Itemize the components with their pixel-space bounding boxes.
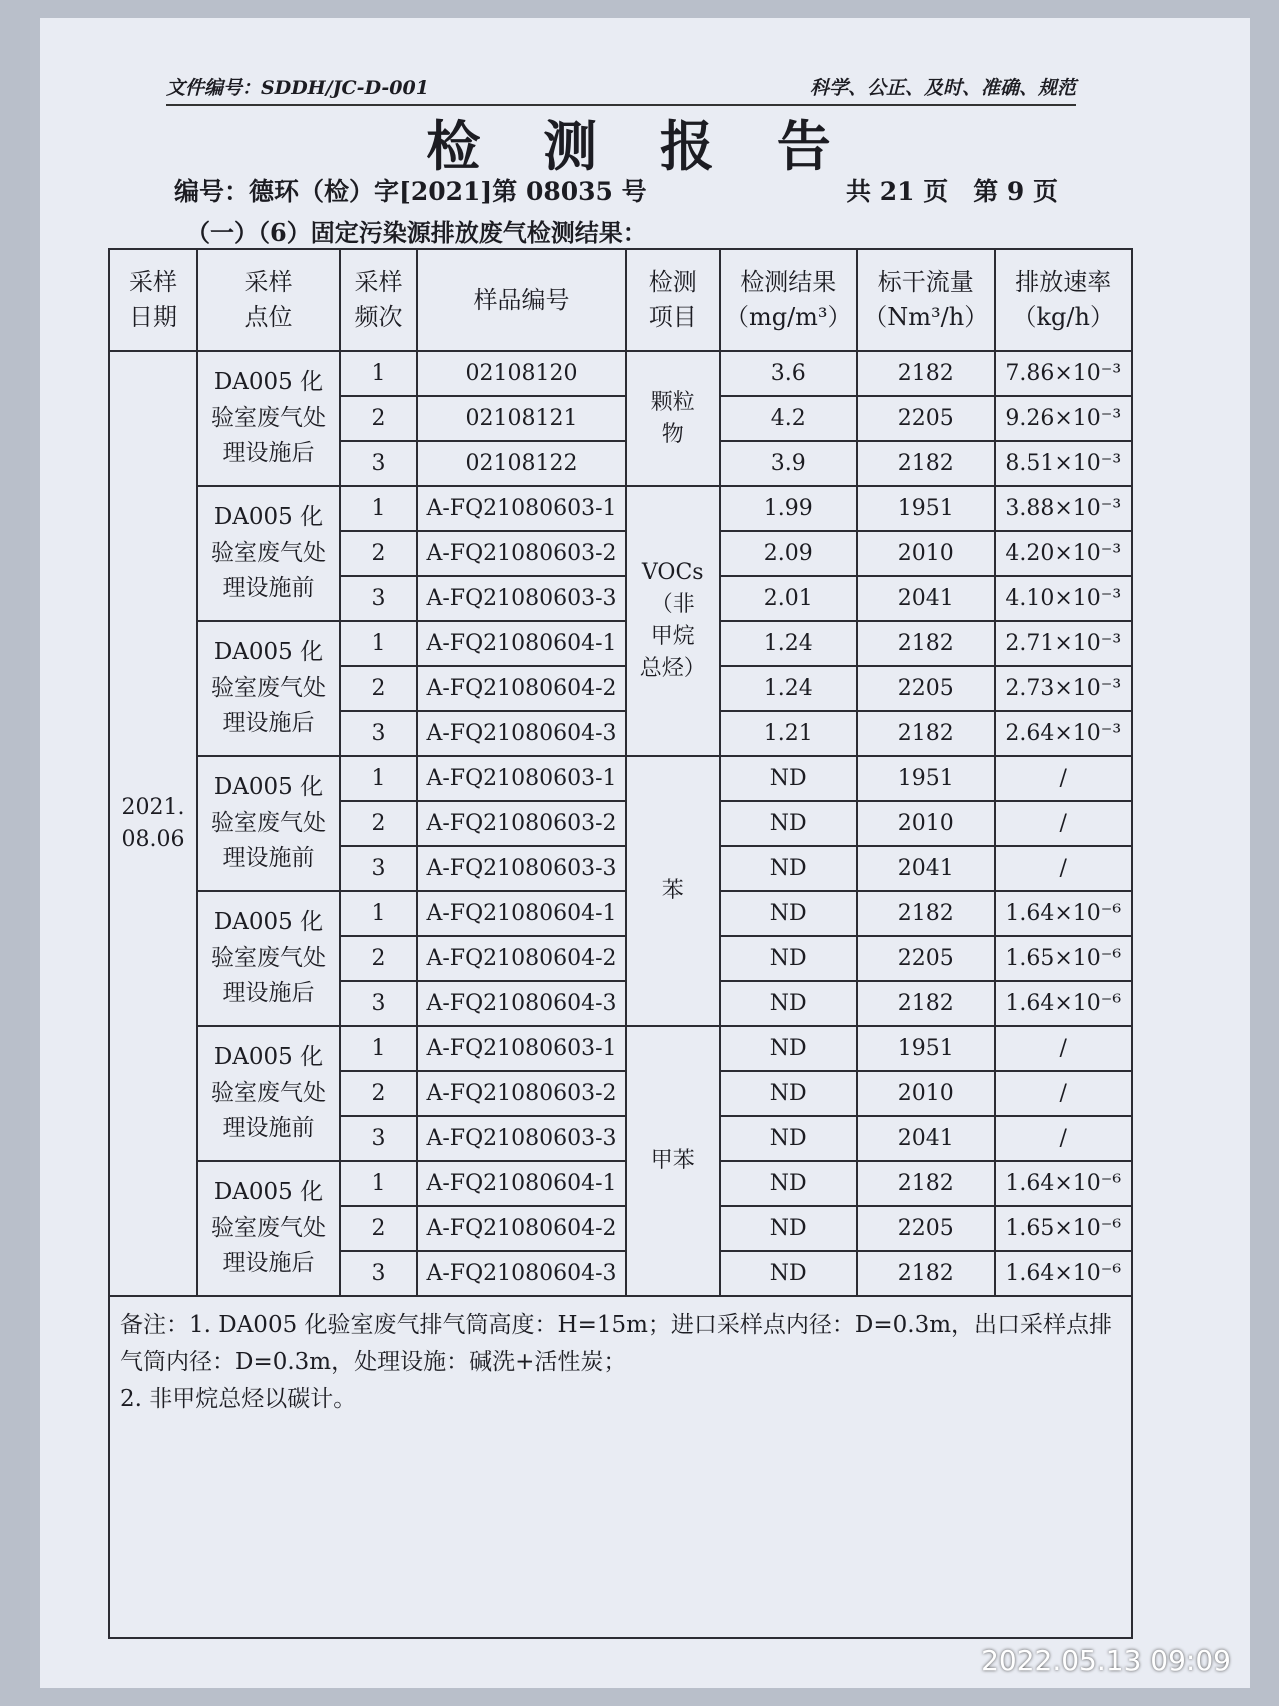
sample-id-cell: A-FQ21080603-2 bbox=[417, 801, 626, 846]
table-body bbox=[109, 351, 1132, 1296]
test-item-cell: 颗粒 物 bbox=[626, 351, 720, 486]
emission-rate-cell: / bbox=[995, 1071, 1133, 1116]
result-cell: 2.01 bbox=[720, 576, 858, 621]
table-row bbox=[109, 756, 1132, 801]
sample-id-cell: A-FQ21080604-3 bbox=[417, 711, 626, 756]
header-row bbox=[109, 249, 1132, 351]
result-cell: ND bbox=[720, 1071, 858, 1116]
emission-rate-cell: 1.64×10⁻⁶ bbox=[995, 891, 1133, 936]
flow-cell: 1951 bbox=[857, 486, 995, 531]
location-cell: DA005 化验室废气处理设施前 bbox=[197, 1026, 340, 1161]
location-cell: DA005 化验室废气处理设施后 bbox=[197, 1161, 340, 1296]
frequency-cell: 3 bbox=[340, 1116, 417, 1161]
header-rate: 排放速率 （kg/h） bbox=[995, 249, 1133, 351]
table-row bbox=[109, 1026, 1132, 1071]
sample-id-cell: A-FQ21080603-1 bbox=[417, 486, 626, 531]
result-cell: ND bbox=[720, 1026, 858, 1071]
sample-id-cell: A-FQ21080604-1 bbox=[417, 891, 626, 936]
notes-row bbox=[109, 1296, 1132, 1638]
result-cell: 3.9 bbox=[720, 441, 858, 486]
result-cell: ND bbox=[720, 1116, 858, 1161]
sample-id-cell: A-FQ21080603-1 bbox=[417, 1026, 626, 1071]
flow-cell: 2041 bbox=[857, 1116, 995, 1161]
emission-rate-cell: 1.65×10⁻⁶ bbox=[995, 1206, 1133, 1251]
emission-rate-cell: 7.86×10⁻³ bbox=[995, 351, 1133, 396]
flow-cell: 2182 bbox=[857, 1251, 995, 1296]
page-title: 检 测 报 告 bbox=[426, 114, 853, 178]
emission-rate-cell: / bbox=[995, 1026, 1133, 1071]
result-cell: ND bbox=[720, 936, 858, 981]
result-cell: ND bbox=[720, 1251, 858, 1296]
frequency-cell: 3 bbox=[340, 711, 417, 756]
frequency-cell: 3 bbox=[340, 846, 417, 891]
flow-cell: 2041 bbox=[857, 846, 995, 891]
result-cell: 4.2 bbox=[720, 396, 858, 441]
emission-rate-cell: / bbox=[995, 1116, 1133, 1161]
flow-cell: 2182 bbox=[857, 1161, 995, 1206]
result-cell: ND bbox=[720, 846, 858, 891]
result-cell: ND bbox=[720, 1161, 858, 1206]
sample-id-cell: 02108120 bbox=[417, 351, 626, 396]
result-cell: 1.99 bbox=[720, 486, 858, 531]
frequency-cell: 2 bbox=[340, 801, 417, 846]
frequency-cell: 1 bbox=[340, 486, 417, 531]
frequency-cell: 3 bbox=[340, 441, 417, 486]
emission-rate-cell: 8.51×10⁻³ bbox=[995, 441, 1133, 486]
result-cell: 1.24 bbox=[720, 621, 858, 666]
frequency-cell: 1 bbox=[340, 351, 417, 396]
results-table bbox=[108, 248, 1133, 1639]
result-cell: ND bbox=[720, 756, 858, 801]
sample-id-cell: A-FQ21080604-2 bbox=[417, 936, 626, 981]
emission-rate-cell: 1.64×10⁻⁶ bbox=[995, 1161, 1133, 1206]
frequency-cell: 2 bbox=[340, 666, 417, 711]
emission-rate-cell: 2.73×10⁻³ bbox=[995, 666, 1133, 711]
header-location: 采样 点位 bbox=[197, 249, 340, 351]
location-cell: DA005 化验室废气处理设施前 bbox=[197, 756, 340, 891]
page-header bbox=[166, 68, 1076, 106]
header-flow: 标干流量 （Nm³/h） bbox=[857, 249, 995, 351]
sample-id-cell: A-FQ21080603-3 bbox=[417, 846, 626, 891]
result-cell: ND bbox=[720, 891, 858, 936]
flow-cell: 2205 bbox=[857, 1206, 995, 1251]
motto: 科学、公正、及时、准确、规范 bbox=[809, 77, 1076, 99]
table-row bbox=[109, 621, 1132, 666]
flow-cell: 2010 bbox=[857, 1071, 995, 1116]
frequency-cell: 3 bbox=[340, 1251, 417, 1296]
flow-cell: 2010 bbox=[857, 801, 995, 846]
frequency-cell: 1 bbox=[340, 621, 417, 666]
sample-id-cell: A-FQ21080604-2 bbox=[417, 1206, 626, 1251]
flow-cell: 2182 bbox=[857, 441, 995, 486]
emission-rate-cell: / bbox=[995, 801, 1133, 846]
sample-id-cell: A-FQ21080604-3 bbox=[417, 1251, 626, 1296]
emission-rate-cell: / bbox=[995, 846, 1133, 891]
frequency-cell: 1 bbox=[340, 1026, 417, 1071]
frequency-cell: 2 bbox=[340, 531, 417, 576]
frequency-cell: 3 bbox=[340, 981, 417, 1026]
frequency-cell: 3 bbox=[340, 576, 417, 621]
sample-id-cell: A-FQ21080604-2 bbox=[417, 666, 626, 711]
sampling-date-cell: 2021. 08.06 bbox=[109, 351, 197, 1296]
sample-id-cell: 02108121 bbox=[417, 396, 626, 441]
photo-timestamp: 2022.05.13 09:09 bbox=[981, 1644, 1231, 1677]
location-cell: DA005 化验室废气处理设施后 bbox=[197, 351, 340, 486]
note-1: 备注：1. DA005 化验室废气排气筒高度：H=15m；进口采样点内径：D=0.3m，出口采样点排气筒内径：D=0.3m，处理设施：碱洗+活性炭； bbox=[120, 1312, 1113, 1375]
result-cell: 1.21 bbox=[720, 711, 858, 756]
emission-rate-cell: 4.10×10⁻³ bbox=[995, 576, 1133, 621]
report-number: 编号：德环（检）字[2021]第 08035 号 bbox=[174, 177, 647, 206]
test-item-cell: VOCs （非 甲烷 总烃） bbox=[626, 486, 720, 756]
result-cell: 1.24 bbox=[720, 666, 858, 711]
table-row bbox=[109, 351, 1132, 396]
location-cell: DA005 化验室废气处理设施前 bbox=[197, 486, 340, 621]
test-item-cell: 苯 bbox=[626, 756, 720, 1026]
flow-cell: 1951 bbox=[857, 1026, 995, 1071]
result-cell: 2.09 bbox=[720, 531, 858, 576]
page-count: 共 21 页 第 9 页 bbox=[846, 177, 1058, 206]
flow-cell: 2205 bbox=[857, 666, 995, 711]
emission-rate-cell: 1.65×10⁻⁶ bbox=[995, 936, 1133, 981]
flow-cell: 2205 bbox=[857, 936, 995, 981]
flow-cell: 2205 bbox=[857, 396, 995, 441]
flow-cell: 2182 bbox=[857, 891, 995, 936]
sample-id-cell: A-FQ21080603-1 bbox=[417, 756, 626, 801]
sample-id-cell: A-FQ21080603-3 bbox=[417, 576, 626, 621]
sample-id-cell: A-FQ21080604-1 bbox=[417, 621, 626, 666]
sample-id-cell: A-FQ21080603-2 bbox=[417, 1071, 626, 1116]
file-number: 文件编号：SDDH/JC-D-001 bbox=[166, 77, 429, 99]
note-2: 2. 非甲烷总烃以碳计。 bbox=[120, 1385, 357, 1412]
frequency-cell: 2 bbox=[340, 1206, 417, 1251]
sample-id-cell: A-FQ21080604-1 bbox=[417, 1161, 626, 1206]
flow-cell: 2182 bbox=[857, 351, 995, 396]
header-sample-id: 样品编号 bbox=[417, 249, 626, 351]
header-result: 检测结果 （mg/m³） bbox=[720, 249, 858, 351]
flow-cell: 1951 bbox=[857, 756, 995, 801]
location-cell: DA005 化验室废气处理设施后 bbox=[197, 621, 340, 756]
sample-id-cell: A-FQ21080603-3 bbox=[417, 1116, 626, 1161]
frequency-cell: 1 bbox=[340, 756, 417, 801]
sample-id-cell: A-FQ21080603-2 bbox=[417, 531, 626, 576]
emission-rate-cell: 2.71×10⁻³ bbox=[995, 621, 1133, 666]
emission-rate-cell: 3.88×10⁻³ bbox=[995, 486, 1133, 531]
emission-rate-cell: 1.64×10⁻⁶ bbox=[995, 981, 1133, 1026]
result-cell: 3.6 bbox=[720, 351, 858, 396]
frequency-cell: 1 bbox=[340, 891, 417, 936]
emission-rate-cell: 9.26×10⁻³ bbox=[995, 396, 1133, 441]
emission-rate-cell: / bbox=[995, 756, 1133, 801]
test-item-cell: 甲苯 bbox=[626, 1026, 720, 1296]
emission-rate-cell: 1.64×10⁻⁶ bbox=[995, 1251, 1133, 1296]
frequency-cell: 2 bbox=[340, 1071, 417, 1116]
sample-id-cell: 02108122 bbox=[417, 441, 626, 486]
frequency-cell: 2 bbox=[340, 396, 417, 441]
flow-cell: 2182 bbox=[857, 981, 995, 1026]
section-title: （一）（6）固定污染源排放废气检测结果： bbox=[186, 218, 647, 247]
flow-cell: 2041 bbox=[857, 576, 995, 621]
sample-id-cell: A-FQ21080604-3 bbox=[417, 981, 626, 1026]
result-cell: ND bbox=[720, 1206, 858, 1251]
flow-cell: 2182 bbox=[857, 711, 995, 756]
table-row bbox=[109, 1161, 1132, 1206]
notes-cell bbox=[109, 1296, 1132, 1638]
table-row bbox=[109, 891, 1132, 936]
flow-cell: 2010 bbox=[857, 531, 995, 576]
emission-rate-cell: 2.64×10⁻³ bbox=[995, 711, 1133, 756]
frequency-cell: 1 bbox=[340, 1161, 417, 1206]
result-cell: ND bbox=[720, 801, 858, 846]
header-frequency: 采样 频次 bbox=[340, 249, 417, 351]
header-item: 检测 项目 bbox=[626, 249, 720, 351]
location-cell: DA005 化验室废气处理设施后 bbox=[197, 891, 340, 1026]
flow-cell: 2182 bbox=[857, 621, 995, 666]
emission-rate-cell: 4.20×10⁻³ bbox=[995, 531, 1133, 576]
result-cell: ND bbox=[720, 981, 858, 1026]
frequency-cell: 2 bbox=[340, 936, 417, 981]
header-date: 采样 日期 bbox=[109, 249, 197, 351]
table-row bbox=[109, 486, 1132, 531]
